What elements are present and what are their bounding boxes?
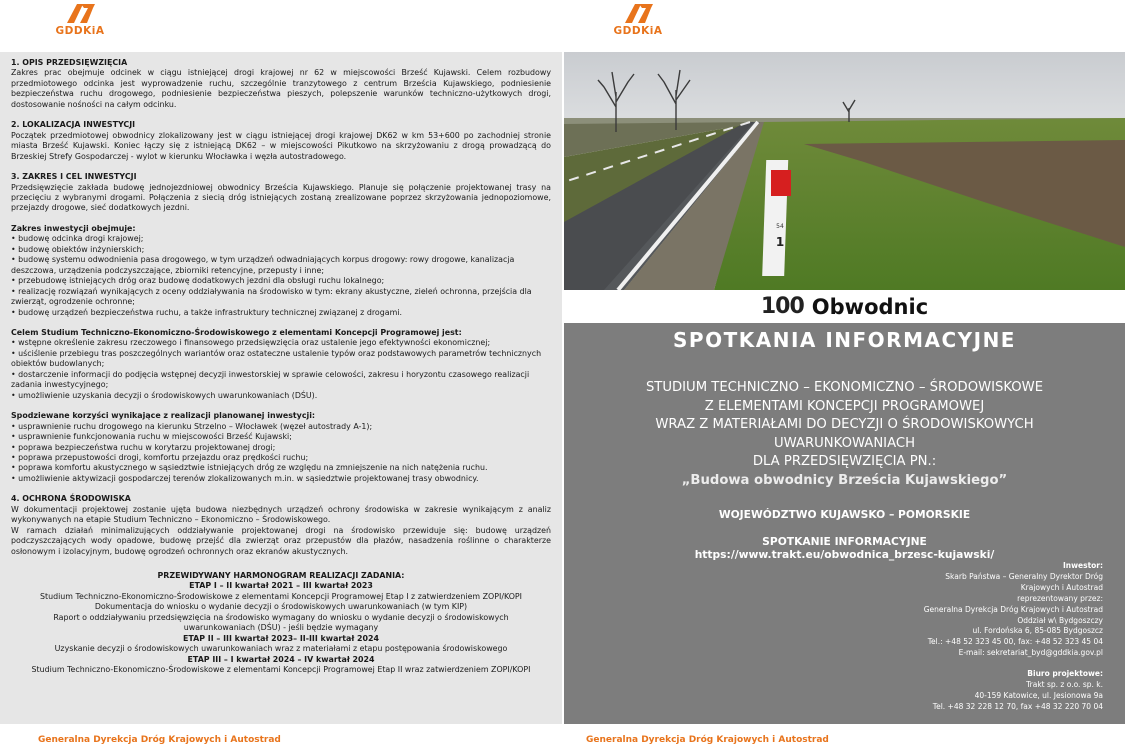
investor-email[interactable]: E-mail: sekretariat_byd@gddkia.gov.pl bbox=[958, 648, 1103, 658]
section-text: W dokumentacji projektowej zostanie ujęta budowa niezbędnych urządzeń ochrony środowiska w zakresie wynikającym z analiz wykonywanych na etapie Studium Techniczno – Ekonomiczno – Środowiskowego. W ramach działań minimalizujących oddziaływanie projektowanej drogi na środowisko przewiduje się: budowę urządzeń podczyszczających wody opadowe, budowę przejść dla zwierząt oraz przepustów dla płazów, nasadzenia roślinne o charakterze osłonowym i izolacyjnym, budowę ogrodzeń ochronnych oraz ekranów akustycznych. bbox=[11, 504, 551, 556]
list-item: • umożliwienie uzyskania decyzji o środowiskowych uwarunkowaniach (DŚU). bbox=[11, 391, 551, 401]
designer-line: Tel. +48 32 228 12 70, fax +48 32 220 70 04 bbox=[932, 701, 1103, 711]
stage-3-line: Studium Techniczno-Ekonomiczno-Środowiskowe z elementami Koncepcji Programowej Etap II wraz zatwierdzeniem ZOPI/KOPI bbox=[31, 665, 531, 675]
investor-line: Krajowych i Autostrad bbox=[1020, 582, 1103, 592]
investor-line: ul. Fordońska 6, 85-085 Bydgoszcz bbox=[972, 626, 1103, 636]
study-title-line: DLA PRZEDSIĘWZIĘCIA PN.: bbox=[752, 454, 937, 470]
list-title: Zakres inwestycji obejmuje: bbox=[11, 223, 136, 233]
section-environment bbox=[11, 494, 551, 557]
list-item: • dostarczenie informacji do podjęcia wstępnej decyzji inwestorskiej w sprawie celowości, zakresu i horyzontu czasowego realizacji zadania inwestycyjnego; bbox=[11, 370, 551, 391]
brand-label: Obwodnic bbox=[811, 294, 929, 319]
meeting-info bbox=[564, 535, 1125, 561]
section-title: 1. OPIS PRZEDSIĘWZIĘCIA bbox=[11, 58, 128, 67]
footer-left: Generalna Dyrekcja Dróg Krajowych i Autostrad bbox=[38, 735, 281, 745]
gddkia-logo-icon bbox=[63, 2, 97, 24]
list-item: • wstępne określenie zakresu rzeczowego i finansowego przedsięwzięcia oraz ustalenie jego efektywności ekonomicznej; bbox=[11, 338, 551, 348]
study-title-line: Z ELEMENTAMI KONCEPCJI PROGRAMOWEJ bbox=[704, 398, 985, 414]
section-text: Przedsięwzięcie zakłada budowę jednojezdniowej obwodnicy Brześcia Kujawskiego. Planuje się połączenie projektowanej trasy na przecięciu z wybranymi drogami. Połączenia z siecią dróg istniejących zostaną zrealizowane poprzez skrzyżowania jednopoziomowe, przejazdy drogowe, sieć dodatkowych jezdni. bbox=[11, 182, 551, 213]
gddkia-logo-right bbox=[598, 2, 678, 37]
section-description bbox=[11, 58, 551, 110]
list-item: • budowę odcinka drogi krajowej; bbox=[11, 234, 551, 244]
section-scope bbox=[11, 172, 551, 214]
list-item: • umożliwienie aktywizacji gospodarczej terenów zlokalizowanych m.in. w sąsiedztwie projektowanej trasy obwodnicy. bbox=[11, 474, 551, 484]
road-photo bbox=[564, 52, 1125, 290]
section-title: 3. ZAKRES I CEL INWESTYCJI bbox=[11, 172, 137, 182]
meeting-link[interactable]: https://www.trakt.eu/obwodnica_brzesc-kujawski/ bbox=[694, 547, 995, 561]
sign-km: 54 bbox=[776, 223, 784, 230]
logo-text: GDDKiA bbox=[613, 25, 663, 37]
list-title: Spodziewane korzyści wynikające z realizacji planowanej inwestycji: bbox=[11, 411, 316, 421]
investor-line: Tel.: +48 52 323 45 00, fax: +48 52 323 45 04 bbox=[927, 637, 1103, 647]
road-photo-illustration bbox=[564, 52, 1125, 290]
list-item: • uściślenie przebiegu tras poszczególnych wariantów oraz ostateczne ustalenie typów oraz podstawowych parametrów technicznych obiektów budowlanych; bbox=[11, 349, 551, 370]
goal-list bbox=[11, 328, 551, 401]
investor-line: Generalna Dyrekcja Dróg Krajowych i Autostrad bbox=[923, 604, 1103, 614]
study-title-line: WRAZ Z MATERIAŁAMI DO DECYZJI O ŚRODOWISKOWYCH bbox=[655, 417, 1034, 433]
list-item: • poprawa przepustowości drogi, komfortu przejazdu oraz prędkości ruchu; bbox=[11, 453, 551, 463]
list-item: • poprawa bezpieczeństwa ruchu w korytarzu projektowanej drogi; bbox=[11, 443, 551, 453]
stage-1-line: Raport o oddziaływaniu przedsięwzięcia na środowisko wymagany do wniosku o wydanie decyzji o środowiskowych uwarunkowaniach (DŚU) - jeśli będzie wymagany bbox=[53, 612, 509, 633]
info-panel bbox=[0, 52, 562, 724]
meetings-title: SPOTKANIA INFORMACYJNE bbox=[673, 328, 1016, 352]
study-title-line: STUDIUM TECHNICZNO – EKONOMICZNO – ŚRODOWISKOWE bbox=[645, 380, 1044, 395]
stage-2-title: ETAP II – III kwartał 2023– II-III kwartał 2024 bbox=[182, 633, 380, 643]
gddkia-logo-icon bbox=[621, 2, 655, 24]
scope-list bbox=[11, 224, 551, 318]
meeting-label: SPOTKANIE INFORMACYJNE bbox=[762, 534, 927, 548]
sign-number: 1 bbox=[775, 235, 785, 249]
section-title: 4. OCHRONA ŚRODOWISKA bbox=[11, 494, 131, 504]
list-item: • poprawa komfortu akustycznego w sąsiedztwie istniejących dróg ze względu na zmniejszenie na nich natężenia ruchu. bbox=[11, 463, 551, 473]
investor-line: reprezentowany przez: bbox=[1017, 593, 1103, 603]
list-item: • realizację rozwiązań wynikających z oceny oddziaływania na środowisko w tym: ekrany akustyczne, zieleń ochronna, przejścia dla zwierząt, ogrodzenie ochronne; bbox=[11, 287, 551, 308]
list-item: • usprawnienie ruchu drogowego na kierunku Strzelno – Włocławek (węzeł autostrady A-1); bbox=[11, 422, 551, 432]
list-item: • przebudowę istniejących dróg oraz budowę dodatkowych jezdni dla obsługi ruchu lokalnego; bbox=[11, 276, 551, 286]
stage-1-line: Dokumentacja do wniosku o wydanie decyzji o środowiskowych uwarunkowaniach (w tym KIP) bbox=[94, 602, 468, 612]
designer-line: 40-159 Katowice, ul. Jesionowa 9a bbox=[974, 690, 1103, 700]
obwodnic-brand bbox=[564, 290, 1125, 323]
study-title bbox=[564, 379, 1125, 491]
brand-number: 100 bbox=[760, 294, 804, 319]
stage-3-title: ETAP III – I kwartał 2024 – IV kwartał 2024 bbox=[187, 654, 375, 664]
investor-title: Inwestor: bbox=[1062, 561, 1103, 570]
section-title: 2. LOKALIZACJA INWESTYCJI bbox=[11, 120, 136, 130]
footer-right: Generalna Dyrekcja Dróg Krajowych i Autostrad bbox=[586, 735, 829, 745]
stage-1-title: ETAP I – II kwartał 2021 – III kwartał 2023 bbox=[189, 581, 373, 591]
list-title: Celem Studium Techniczno-Ekonomiczno-Środowiskowego z elementami Koncepcji Programowej jest: bbox=[11, 327, 462, 337]
stage-2-line: Uzyskanie decyzji o środowiskowych uwarunkowaniach wraz z materiałami z etapu postępowania środowiskowego bbox=[54, 644, 508, 654]
list-item: • budowę obiektów inżynierskich; bbox=[11, 245, 551, 255]
investor-line: Skarb Państwa – Generalny Dyrektor Dróg bbox=[945, 571, 1103, 581]
stage-1-line: Studium Techniczno-Ekonomiczno-Środowiskowe z elementami Koncepcji Programowej Etap I z zatwierdzeniem ZOPI/KOPI bbox=[39, 591, 523, 601]
investor-line: Oddział w\ Bydgoszczy bbox=[1017, 615, 1103, 625]
designer-line: Trakt sp. z o.o. sp. k. bbox=[1026, 680, 1103, 690]
schedule bbox=[11, 571, 551, 676]
gddkia-logo-left bbox=[40, 2, 120, 37]
benefits-list bbox=[11, 411, 551, 484]
study-title-line: UWARUNKOWANIACH bbox=[774, 435, 915, 451]
section-text: Zakres prac obejmuje odcinek w ciągu istniejącej drogi krajowej nr 62 w miejscowości Brześć Kujawski. Celem rozbudowy przedmiotowego odcinka jest wyprowadzenie ruchu, szczególnie tranzytowego z centrum Brześcia Kujawskiego, podniesienie bezpieczeństwa ruchu drogowego, podniesienie bezpieczeństwa pieszych, polepszenie warunków techniczno-użytkowych drogi, dostosowanie nośności na całym odcinku. bbox=[11, 68, 551, 109]
logo-text: GDDKiA bbox=[55, 25, 105, 37]
list-item: • usprawnienie funkcjonowania ruchu w miejscowości Brześć Kujawski; bbox=[11, 432, 551, 442]
region: WOJEWÓDZTWO KUJAWSKO – POMORSKIE bbox=[718, 507, 971, 521]
schedule-title: PRZEWIDYWANY HARMONOGRAM REALIZACJI ZADANIA: bbox=[157, 571, 405, 581]
section-location bbox=[11, 120, 551, 162]
project-name: „Budowa obwodnicy Brześcia Kujawskiego” bbox=[681, 472, 1008, 488]
list-item: • budowę systemu odwodnienia pasa drogowego, w tym urządzeń odwadniających korpus drogowy: rowy drogowe, kanalizacja deszczowa, urządzenia podczyszczające, zbiorniki retencyjne, przepusty i inne; bbox=[11, 255, 551, 276]
list-item: • budowę urządzeń bezpieczeństwa ruchu, a także infrastruktury technicznej związanej z drogami. bbox=[11, 308, 551, 318]
contacts bbox=[924, 561, 1103, 713]
designer-title: Biuro projektowe: bbox=[1027, 669, 1103, 679]
section-text: Początek przedmiotowej obwodnicy zlokalizowany jest w ciągu istniejącej drogi krajowej DK62 w km 53+600 po zachodniej stronie miasta Brześć Kujawski. Koniec łączy się z istniejącą DK62 – w miejscowości Pikutkowo na skrzyżowaniu z drogą prowadzącą do Brzeskiej Strefy Gospodarczej - wylot w kierunku Włocławka i węzła autostradowego. bbox=[11, 130, 551, 161]
meetings-panel bbox=[564, 323, 1125, 724]
